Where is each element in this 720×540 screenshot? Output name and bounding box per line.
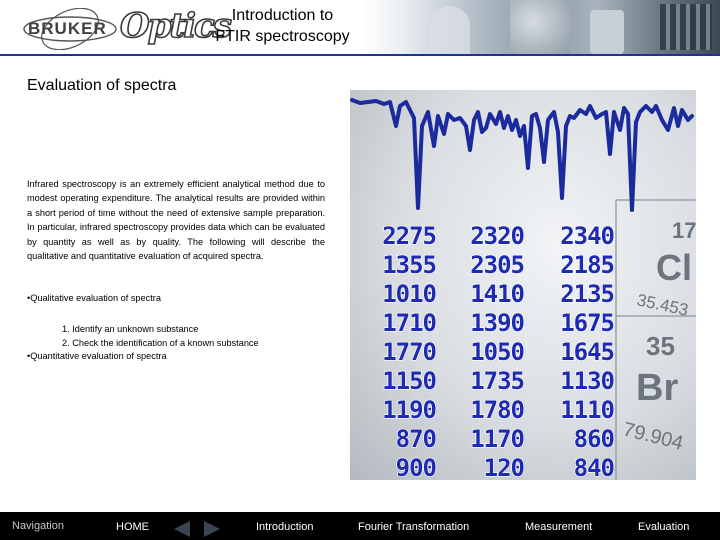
periodic-mass-top: 35.453 bbox=[635, 290, 690, 320]
number-cell: 1410 bbox=[470, 280, 524, 308]
nav-link-measurement[interactable]: Measurement bbox=[525, 521, 593, 533]
periodic-number-bottom: 35 bbox=[646, 331, 675, 361]
number-cell: 1735 bbox=[470, 367, 524, 395]
bullet-qualitative: •Qualitative evaluation of spectra bbox=[27, 293, 161, 303]
page-title bbox=[200, 5, 365, 47]
home-link[interactable]: HOME bbox=[116, 521, 149, 533]
right-arrow-icon[interactable] bbox=[204, 521, 220, 537]
number-cell: 1130 bbox=[560, 367, 614, 395]
number-cell: 1150 bbox=[382, 367, 436, 395]
number-cell: 2340 bbox=[560, 222, 614, 250]
periodic-mass-bottom: 79.904 bbox=[620, 418, 686, 455]
number-cell: 1110 bbox=[560, 396, 614, 424]
list-item: 2. Check the identification of a known substance bbox=[62, 338, 259, 349]
nav-link-evaluation[interactable]: Evaluation bbox=[638, 521, 690, 533]
spectrum-graphic bbox=[350, 90, 696, 480]
number-cell: 2135 bbox=[560, 280, 614, 308]
periodic-symbol-bottom: Br bbox=[636, 367, 679, 409]
number-cell: 2305 bbox=[470, 251, 524, 279]
number-cell: 1355 bbox=[382, 251, 436, 279]
bullet-quantitative: •Quantitative evaluation of spectra bbox=[27, 351, 167, 361]
number-cell: 1010 bbox=[382, 280, 436, 308]
periodic-symbol-top: Cl bbox=[656, 247, 692, 288]
laboratory-photo-banner bbox=[360, 0, 720, 54]
number-cell: 1170 bbox=[470, 425, 524, 453]
intro-paragraph: Infrared spectroscopy is an extremely efficient analytical method due to modest operating expenditure. The analytical results are provided within a short period of time without the need of extensive sample preparation. In particular, infrared spectroscopy provides data which can be evaluated by quantity as well as by quality. The following will describe the qualitative and quantitative evaluation of acquired spectra. bbox=[27, 179, 325, 262]
bruker-optics-logo bbox=[22, 4, 230, 52]
ir-spectrum-illustration bbox=[350, 90, 696, 480]
number-cell: 120 bbox=[483, 454, 524, 480]
number-cell: 2275 bbox=[382, 222, 436, 250]
footer-navigation-bar bbox=[0, 512, 720, 540]
ir-spectrum-trace bbox=[352, 100, 692, 210]
number-cell: 860 bbox=[573, 425, 614, 453]
number-cell: 2320 bbox=[470, 222, 524, 250]
optics-wordmark: Optics bbox=[120, 6, 230, 46]
nav-link-introduction[interactable]: Introduction bbox=[256, 521, 314, 533]
number-cell: 1710 bbox=[382, 309, 436, 337]
periodic-number-top: 17 bbox=[672, 218, 696, 243]
number-cell: 1780 bbox=[470, 396, 524, 424]
navigation-label: Navigation bbox=[12, 520, 64, 532]
number-cell: 900 bbox=[395, 454, 436, 480]
number-cell: 840 bbox=[573, 454, 614, 480]
number-cell: 1390 bbox=[470, 309, 524, 337]
number-cell: 1050 bbox=[470, 338, 524, 366]
title-line-2: FTIR spectroscopy bbox=[215, 28, 350, 45]
title-line-1: Introduction to bbox=[231, 7, 334, 24]
section-title: Evaluation of spectra bbox=[27, 77, 177, 94]
header bbox=[0, 0, 720, 56]
number-cell: 1190 bbox=[382, 396, 436, 424]
bruker-wordmark: BRUKER bbox=[28, 19, 107, 38]
number-cell: 870 bbox=[395, 425, 436, 453]
nav-link-fourier-transformation[interactable]: Fourier Transformation bbox=[358, 521, 470, 533]
number-cell: 2185 bbox=[560, 251, 614, 279]
number-cell: 1645 bbox=[560, 338, 614, 366]
numbered-list bbox=[62, 322, 259, 351]
header-divider bbox=[0, 54, 720, 56]
number-cell: 1770 bbox=[382, 338, 436, 366]
left-arrow-icon[interactable] bbox=[174, 521, 190, 537]
list-item: 1. Identify an unknown substance bbox=[62, 324, 199, 334]
number-cell: 1675 bbox=[560, 309, 614, 337]
